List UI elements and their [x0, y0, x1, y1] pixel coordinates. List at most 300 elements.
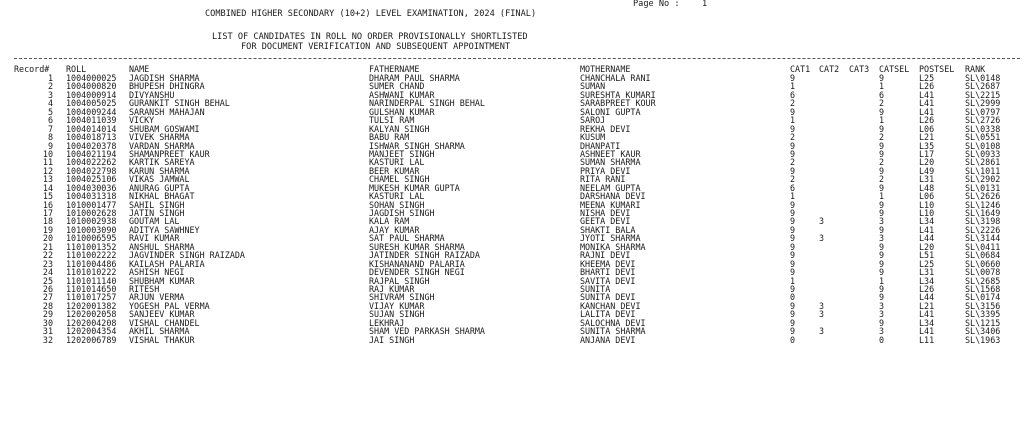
- cat1-value: 9: [790, 233, 796, 244]
- record-number: 8: [47, 132, 53, 143]
- candidate-name: VISHAL CHANDEL: [129, 317, 200, 328]
- postsel-value: L34: [919, 317, 935, 328]
- father-name: SHAM VED PARKASH SHARMA: [369, 326, 485, 337]
- candidate-name: VICKY: [129, 115, 155, 126]
- postsel-value: L20: [919, 157, 935, 168]
- catsel-value: 9: [879, 317, 885, 328]
- catsel-value: 9: [879, 182, 885, 193]
- rank-value: SL\0933: [965, 148, 1001, 159]
- postsel-value: L25: [919, 258, 935, 269]
- mother-name: PRIYA DEVI: [580, 165, 631, 176]
- candidate-name: VISHAL THAKUR: [129, 334, 195, 345]
- rank-value: SL\2726: [965, 115, 1001, 126]
- cat1-value: 2: [790, 132, 796, 143]
- roll-number: 1202001382: [66, 300, 117, 311]
- candidate-name: SAHIL SINGH: [129, 199, 185, 210]
- record-number: 17: [42, 208, 53, 218]
- roll-number: 1101004486: [66, 258, 117, 269]
- rank-value: SL\2687: [965, 81, 1001, 92]
- candidate-name: ADITYA SAWHNEY: [129, 224, 200, 235]
- catsel-value: 3: [879, 326, 885, 337]
- roll-number: 1101010222: [66, 267, 117, 278]
- candidate-table: [0, 74, 1024, 344]
- cat1-value: 9: [790, 317, 796, 328]
- father-name: KASTURI LAL: [369, 191, 425, 202]
- father-name: DEVENDER SINGH NEGI: [369, 267, 465, 278]
- rank-value: SL\3198: [965, 216, 1001, 227]
- postsel-value: L34: [919, 216, 935, 227]
- cat2-value: 3: [819, 300, 825, 311]
- roll-number: 1202004354: [66, 326, 117, 337]
- catsel-value: 9: [879, 267, 885, 278]
- father-name: JAGDISH SINGH: [369, 208, 435, 218]
- cat1-value: 6: [790, 182, 796, 193]
- col-record: Record#: [14, 64, 50, 74]
- postsel-value: L06: [919, 191, 935, 202]
- catsel-value: 9: [879, 199, 885, 210]
- cat1-value: 9: [790, 165, 796, 176]
- catsel-value: 9: [879, 123, 885, 134]
- postsel-value: L51: [919, 250, 935, 261]
- record-number: 15: [42, 191, 53, 202]
- catsel-value: 3: [879, 309, 885, 320]
- catsel-value: 9: [879, 148, 885, 159]
- candidate-name: JATIN SINGH: [129, 208, 185, 218]
- rank-value: SL\3395: [965, 309, 1001, 320]
- father-name: SUMER CHAND: [369, 81, 425, 92]
- postsel-value: L26: [919, 81, 935, 92]
- roll-number: 1004022262: [66, 157, 117, 168]
- record-number: 11: [42, 157, 53, 168]
- postsel-value: L41: [919, 309, 935, 320]
- catsel-value: 3: [879, 233, 885, 244]
- candidate-name: RITESH: [129, 283, 160, 294]
- rank-value: SL\1011: [965, 165, 1001, 176]
- candidate-name: JAGVINDER SINGH RAIZADA: [129, 250, 245, 261]
- rank-value: SL\0108: [965, 140, 1001, 151]
- record-number: 1: [47, 73, 53, 83]
- mother-name: DHANPATI: [580, 140, 621, 151]
- roll-number: 1004000820: [66, 81, 117, 92]
- col-fathername: FATHERNAME: [369, 64, 420, 74]
- candidate-name: SHUBHAM KUMAR: [129, 275, 195, 286]
- cat1-value: 1: [790, 191, 796, 202]
- candidate-name: SHAMANPREET KAUR: [129, 148, 210, 159]
- father-name: RAJPAL SINGH: [369, 275, 430, 286]
- mother-name: REKHA DEVI: [580, 123, 631, 134]
- catsel-value: 0: [879, 334, 885, 345]
- col-name: NAME: [129, 64, 150, 74]
- mother-name: MONIKA SHARMA: [580, 241, 646, 252]
- candidate-name: SHUBAM GOSWAMI: [129, 123, 200, 134]
- mother-name: KUSUM: [580, 132, 606, 143]
- candidate-name: GURANKIT SINGH BEHAL: [129, 98, 230, 109]
- father-name: RAJ KUMAR: [369, 283, 415, 294]
- col-mothername: MOTHERNAME: [580, 64, 631, 74]
- candidate-name: GOUTAM LAL: [129, 216, 180, 227]
- rank-value: SL\0660: [965, 258, 1001, 269]
- rank-value: SL\0148: [965, 73, 1001, 83]
- father-name: BEER KUMAR: [369, 165, 420, 176]
- cat1-value: 9: [790, 216, 796, 227]
- cat1-value: 9: [790, 199, 796, 210]
- father-name: ISHWAR SINGH SHARMA: [369, 140, 465, 151]
- mother-name: CHANCHALA RANI: [580, 73, 651, 83]
- cat1-value: 0: [790, 292, 796, 303]
- candidate-name: VIVEK SHARMA: [129, 132, 190, 143]
- rank-value: SL\1649: [965, 208, 1001, 218]
- roll-number: 1101011140: [66, 275, 117, 286]
- catsel-value: 9: [879, 165, 885, 176]
- mother-name: SUMAN SHARMA: [580, 157, 641, 168]
- cat1-value: 9: [790, 208, 796, 218]
- cat1-value: 9: [790, 267, 796, 278]
- father-name: KISHANANAND PALARIA: [369, 258, 465, 269]
- cat1-value: 6: [790, 89, 796, 100]
- postsel-value: L31: [919, 267, 935, 278]
- cat1-value: 9: [790, 258, 796, 269]
- page-number-label: Page No :: [633, 0, 680, 9]
- catsel-value: 6: [879, 89, 885, 100]
- roll-number: 1010006595: [66, 233, 117, 244]
- rank-value: SL\2215: [965, 89, 1001, 100]
- catsel-value: 2: [879, 157, 885, 168]
- roll-number: 1004022798: [66, 165, 117, 176]
- cat1-value: 9: [790, 73, 796, 83]
- roll-number: 1101014650: [66, 283, 117, 294]
- mother-name: BHARTI DEVI: [580, 267, 636, 278]
- father-name: SHIVRAM SINGH: [369, 292, 435, 303]
- rank-value: SL\3406: [965, 326, 1001, 337]
- mother-name: SHAKTI BALA: [580, 224, 636, 235]
- record-number: 23: [42, 258, 53, 269]
- rank-value: SL\0684: [965, 250, 1001, 261]
- col-cat2: CAT2: [819, 64, 840, 74]
- candidate-name: ANSHUL SHARMA: [129, 241, 195, 252]
- record-number: 5: [47, 106, 53, 117]
- cat1-value: 0: [790, 334, 796, 345]
- postsel-value: L20: [919, 241, 935, 252]
- mother-name: SAROJ: [580, 115, 606, 126]
- father-name: NARINDERPAL SINGH BEHAL: [369, 98, 485, 109]
- candidate-name: RAVI KUMAR: [129, 233, 180, 244]
- candidate-name: ARJUN VERMA: [129, 292, 185, 303]
- record-number: 19: [42, 224, 53, 235]
- col-roll: ROLL: [66, 64, 87, 74]
- col-postsel: POSTSEL: [919, 64, 955, 74]
- record-number: 10: [42, 148, 53, 159]
- rank-value: SL\1568: [965, 283, 1001, 294]
- record-number: 3: [47, 89, 53, 100]
- roll-number: 1004011039: [66, 115, 117, 126]
- mother-name: SUMAN: [580, 81, 606, 92]
- catsel-value: 1: [879, 275, 885, 286]
- roll-number: 1004009244: [66, 106, 117, 117]
- catsel-value: 9: [879, 140, 885, 151]
- cat1-value: 9: [790, 326, 796, 337]
- roll-number: 1101001352: [66, 241, 117, 252]
- roll-number: 1004000914: [66, 89, 117, 100]
- father-name: BABU RAM: [369, 132, 410, 143]
- father-name: SURESH KUMAR SHARMA: [369, 241, 465, 252]
- mother-name: SAVITA DEVI: [580, 275, 636, 286]
- candidate-name: NIKHAL BHAGAT: [129, 191, 195, 202]
- catsel-value: 9: [879, 224, 885, 235]
- roll-number: 1004000025: [66, 73, 117, 83]
- candidate-name: SANJEEV KUMAR: [129, 309, 195, 320]
- candidate-name: KARUN SHARMA: [129, 165, 190, 176]
- rank-value: SL\1246: [965, 199, 1001, 210]
- mother-name: NISHA DEVI: [580, 208, 631, 218]
- postsel-value: L06: [919, 123, 935, 134]
- candidate-name: AKHIL SHARMA: [129, 326, 190, 337]
- record-number: 32: [42, 334, 53, 345]
- catsel-value: 2: [879, 174, 885, 185]
- catsel-value: 9: [879, 250, 885, 261]
- mother-name: SUNITA DEVI: [580, 292, 636, 303]
- father-name: GULSHAN KUMAR: [369, 106, 435, 117]
- record-number: 6: [47, 115, 53, 126]
- mother-name: SALONI GUPTA: [580, 106, 641, 117]
- col-catsel: CATSEL: [879, 64, 910, 74]
- roll-number: 1010003090: [66, 224, 117, 235]
- mother-name: KANCHAN DEVI: [580, 300, 641, 311]
- record-number: 25: [42, 275, 53, 286]
- cat1-value: 2: [790, 157, 796, 168]
- cat1-value: 2: [790, 98, 796, 109]
- catsel-value: 9: [879, 208, 885, 218]
- cat1-value: 9: [790, 309, 796, 320]
- mother-name: MEENA KUMARI: [580, 199, 641, 210]
- catsel-value: 9: [879, 292, 885, 303]
- record-number: 30: [42, 317, 53, 328]
- postsel-value: L25: [919, 73, 935, 83]
- roll-number: 1004018713: [66, 132, 117, 143]
- father-name: SOHAN SINGH: [369, 199, 425, 210]
- rank-value: SL\3156: [965, 300, 1001, 311]
- dashed-separator: [14, 58, 1020, 59]
- father-name: JATINDER SINGH RAIZADA: [369, 250, 480, 261]
- postsel-value: L10: [919, 199, 935, 210]
- postsel-value: L44: [919, 233, 935, 244]
- roll-number: 1101002222: [66, 250, 117, 261]
- catsel-value: 9: [879, 73, 885, 83]
- roll-number: 1010001477: [66, 199, 117, 210]
- roll-number: 1004025106: [66, 174, 117, 185]
- rank-value: SL\0131: [965, 182, 1001, 193]
- cat1-value: 9: [790, 140, 796, 151]
- postsel-value: L41: [919, 326, 935, 337]
- candidate-name: KAILASH PALARIA: [129, 258, 205, 269]
- catsel-value: 1: [879, 115, 885, 126]
- col-cat3: CAT3: [849, 64, 870, 74]
- catsel-value: 3: [879, 300, 885, 311]
- postsel-value: L41: [919, 224, 935, 235]
- father-name: KASTURI LAL: [369, 157, 425, 168]
- postsel-value: L26: [919, 115, 935, 126]
- rank-value: SL\1963: [965, 334, 1001, 345]
- roll-number: 1004031318: [66, 191, 117, 202]
- postsel-value: L17: [919, 148, 935, 159]
- postsel-value: L10: [919, 208, 935, 218]
- record-number: 9: [47, 140, 53, 151]
- record-number: 16: [42, 199, 53, 210]
- rank-value: SL\2685: [965, 275, 1001, 286]
- rank-value: SL\0174: [965, 292, 1001, 303]
- cat1-value: 9: [790, 123, 796, 134]
- record-number: 21: [42, 241, 53, 252]
- cat1-value: 9: [790, 300, 796, 311]
- rank-value: SL\2626: [965, 191, 1001, 202]
- roll-number: 1004020378: [66, 140, 117, 151]
- mother-name: RAJNI DEVI: [580, 250, 631, 261]
- postsel-value: L26: [919, 283, 935, 294]
- record-number: 7: [47, 123, 53, 134]
- father-name: CHAMEL SINGH: [369, 174, 430, 185]
- record-number: 2: [47, 81, 53, 92]
- roll-number: 1004021194: [66, 148, 117, 159]
- roll-number: 1010002628: [66, 208, 117, 218]
- postsel-value: L34: [919, 275, 935, 286]
- father-name: SAT PAUL SHARMA: [369, 233, 445, 244]
- record-number: 31: [42, 326, 53, 337]
- cat1-value: 9: [790, 241, 796, 252]
- catsel-value: 2: [879, 132, 885, 143]
- rank-value: SL\1215: [965, 317, 1001, 328]
- catsel-value: 1: [879, 81, 885, 92]
- postsel-value: L11: [919, 334, 935, 345]
- candidate-name: YOGESH PAL VERMA: [129, 300, 210, 311]
- catsel-value: 9: [879, 283, 885, 294]
- father-name: MUKESH KUMAR GUPTA: [369, 182, 460, 193]
- roll-number: 1202002058: [66, 309, 117, 320]
- postsel-value: L35: [919, 140, 935, 151]
- record-number: 18: [42, 216, 53, 227]
- cat2-value: 3: [819, 309, 825, 320]
- mother-name: GEETA DEVI: [580, 216, 631, 227]
- rank-value: SL\0078: [965, 267, 1001, 278]
- mother-name: ASHNEET KAUR: [580, 148, 641, 159]
- cat1-value: 9: [790, 106, 796, 117]
- father-name: KALA RAM: [369, 216, 410, 227]
- cat1-value: 9: [790, 148, 796, 159]
- father-name: SUJAN SINGH: [369, 309, 425, 320]
- rank-value: SL\2861: [965, 157, 1001, 168]
- catsel-value: 9: [879, 241, 885, 252]
- record-number: 4: [47, 98, 53, 109]
- rank-value: SL\3144: [965, 233, 1001, 244]
- rank-value: SL\0797: [965, 106, 1001, 117]
- mother-name: SURESHTA KUMARI: [580, 89, 656, 100]
- record-number: 13: [42, 174, 53, 185]
- father-name: LEKHRAJ: [369, 317, 405, 328]
- mother-name: DARSHANA DEVI: [580, 191, 646, 202]
- father-name: DHARAM PAUL SHARMA: [369, 73, 460, 83]
- cat2-value: 3: [819, 326, 825, 337]
- roll-number: 1004005025: [66, 98, 117, 109]
- candidate-name: KARTIK SAREYA: [129, 157, 195, 168]
- mother-name: SUNITA SHARMA: [580, 326, 646, 337]
- roll-number: 1202004208: [66, 317, 117, 328]
- rank-value: SL\0338: [965, 123, 1001, 134]
- postsel-value: L31: [919, 174, 935, 185]
- mother-name: SUNITA: [580, 283, 611, 294]
- catsel-value: 1: [879, 191, 885, 202]
- record-number: 29: [42, 309, 53, 320]
- roll-number: 1010002938: [66, 216, 117, 227]
- list-title-line-1: LIST OF CANDIDATES IN ROLL NO ORDER PROVISIONALLY SHORTLISTED: [212, 32, 528, 42]
- catsel-value: 3: [879, 216, 885, 227]
- catsel-value: 2: [879, 98, 885, 109]
- mother-name: KHEEMA DEVI: [580, 258, 636, 269]
- rank-value: SL\2999: [965, 98, 1001, 109]
- mother-name: ANJANA DEVI: [580, 334, 636, 345]
- candidate-name: DIVYANSHU: [129, 89, 175, 100]
- postsel-value: L49: [919, 165, 935, 176]
- cat1-value: 1: [790, 81, 796, 92]
- cat1-value: 1: [790, 115, 796, 126]
- father-name: VIJAY KUMAR: [369, 300, 425, 311]
- candidate-name: SARANSH MAHAJAN: [129, 106, 205, 117]
- roll-number: 1202006789: [66, 334, 117, 345]
- candidate-name: JAGDISH SHARMA: [129, 73, 200, 83]
- father-name: JAI SINGH: [369, 334, 415, 345]
- postsel-value: L44: [919, 292, 935, 303]
- rank-value: SL\2226: [965, 224, 1001, 235]
- record-number: 22: [42, 250, 53, 261]
- rank-value: SL\0411: [965, 241, 1001, 252]
- record-number: 20: [42, 233, 53, 244]
- father-name: KALYAN SINGH: [369, 123, 430, 134]
- postsel-value: L21: [919, 132, 935, 143]
- candidate-name: ASHISH NEGI: [129, 267, 185, 278]
- cat1-value: 1: [790, 275, 796, 286]
- mother-name: JYOTI SHARMA: [580, 233, 641, 244]
- mother-name: SALOCHNA DEVI: [580, 317, 646, 328]
- father-name: MANJEET SINGH: [369, 148, 435, 159]
- father-name: AJAY KUMAR: [369, 224, 420, 235]
- roll-number: 1004014014: [66, 123, 117, 134]
- cat2-value: 3: [819, 216, 825, 227]
- mother-name: NEELAM GUPTA: [580, 182, 641, 193]
- cat2-value: 3: [819, 233, 825, 244]
- table-row: [0, 336, 1024, 344]
- list-title-line-2: FOR DOCUMENT VERIFICATION AND SUBSEQUENT APPOINTMENT: [241, 42, 511, 52]
- record-number: 28: [42, 300, 53, 311]
- col-cat1: CAT1: [790, 64, 811, 74]
- catsel-value: 9: [879, 258, 885, 269]
- record-number: 26: [42, 283, 53, 294]
- postsel-value: L48: [919, 182, 935, 193]
- candidate-name: VIKAS JAMWAL: [129, 174, 190, 185]
- postsel-value: L41: [919, 106, 935, 117]
- roll-number: 1004030036: [66, 182, 117, 193]
- record-number: 24: [42, 267, 53, 278]
- roll-number: 1101017257: [66, 292, 117, 303]
- catsel-value: 9: [879, 106, 885, 117]
- record-number: 12: [42, 165, 53, 176]
- mother-name: SARABPREET KOUR: [580, 98, 656, 109]
- father-name: TULSI RAM: [369, 115, 415, 126]
- rank-value: SL\0551: [965, 132, 1001, 143]
- mother-name: RITA RANI: [580, 174, 626, 185]
- exam-title: COMBINED HIGHER SECONDARY (10+2) LEVEL EXAMINATION, 2024 (FINAL): [205, 9, 537, 19]
- candidate-name: VARDAN SHARMA: [129, 140, 195, 151]
- father-name: ASHWANI KUMAR: [369, 89, 435, 100]
- page-number: 1: [702, 0, 708, 9]
- rank-value: SL\2902: [965, 174, 1001, 185]
- postsel-value: L41: [919, 89, 935, 100]
